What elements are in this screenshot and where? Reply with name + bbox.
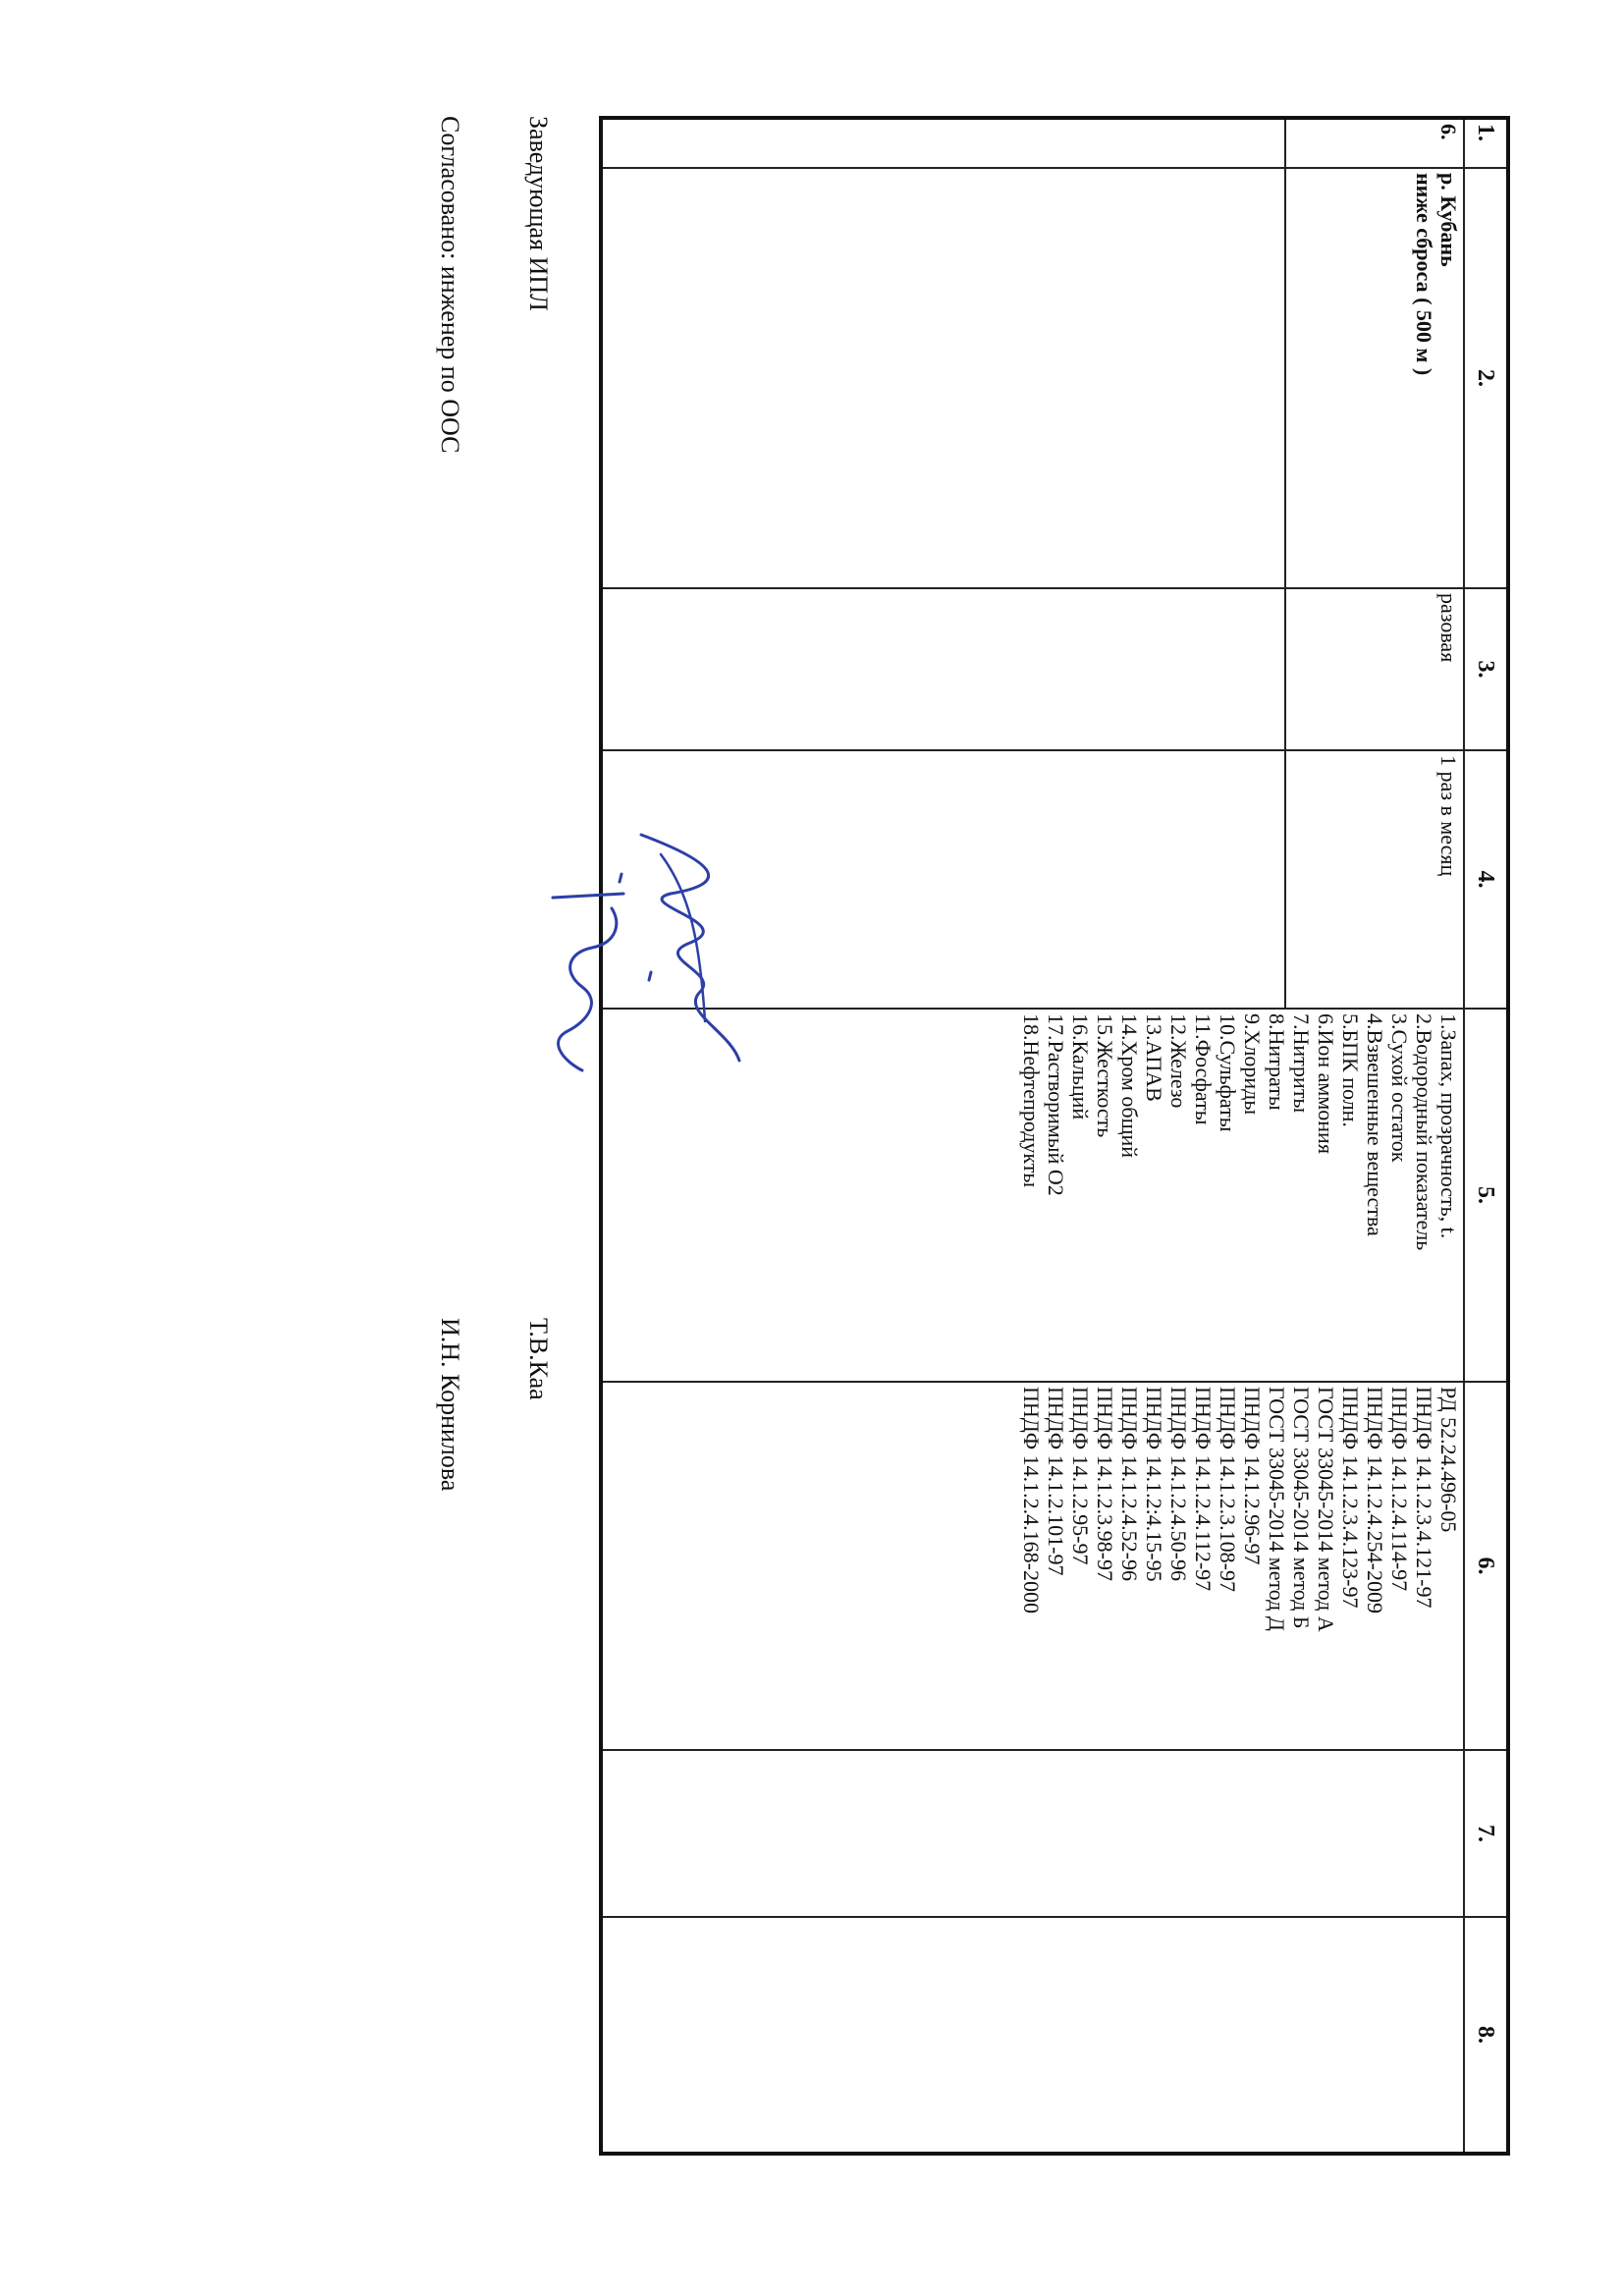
indicator-item: 3.Сухой остаток (1387, 1013, 1412, 1163)
table-row (1285, 118, 1464, 2154)
head-label: Заведующая ИПЛ (524, 116, 553, 311)
indicator-item: 8.Нитраты (1265, 1013, 1289, 1111)
method-item: ПНДФ 14.1.2.3.108-97 (1216, 1387, 1240, 1592)
method-item: ГОСТ 33045-2014 метод Б (1289, 1387, 1314, 1629)
indicator-item: 16.Кальций (1068, 1013, 1093, 1121)
header-col-4: 4. (1464, 750, 1508, 1009)
agreed-signature (533, 864, 641, 1080)
indicator-item: 7.Нитриты (1289, 1013, 1314, 1114)
indicator-item: 15.Жесткость (1093, 1013, 1117, 1138)
method-item: РД 52.24.496-05 (1436, 1387, 1461, 1533)
header-col-2: 2. (1464, 168, 1508, 588)
indicator-item: 4.Взвешенные вещества (1363, 1013, 1387, 1236)
indicator-item: 18.Нефтепродукты (1019, 1013, 1044, 1188)
head-name: Т.В.Каа (524, 1318, 553, 1400)
blank-cell-3 (601, 588, 1285, 750)
method-item: ПНДФ 14.1.2.95-97 (1068, 1387, 1093, 1565)
indicator-item: 11.Фосфаты (1191, 1013, 1216, 1125)
method-item: ПНДФ 14.1.2.4.114-97 (1387, 1387, 1412, 1592)
row-number: 6. (1285, 118, 1464, 168)
row-frequency: 1 раз в месяц (1285, 750, 1464, 1009)
location-river: р. Кубань (1436, 173, 1461, 267)
method-item: ГОСТ 33045-2014 метод Д (1265, 1387, 1289, 1631)
row-col-7 (601, 1750, 1464, 1917)
method-item: ПНДФ 14.1.2.101-97 (1044, 1387, 1068, 1576)
location-detail: ниже сброса ( 500 м ) (1412, 173, 1436, 376)
indicator-item: 12.Железо (1166, 1013, 1191, 1109)
indicator-item: 17.Растворимый О2 (1044, 1013, 1068, 1196)
indicator-item: 5.БПК полн. (1338, 1013, 1363, 1127)
header-col-3: 3. (1464, 588, 1508, 750)
method-item: ПНДФ 14.1.2.3.4.123-97 (1338, 1387, 1363, 1609)
indicator-item: 2.Водородный показатель (1412, 1013, 1436, 1251)
header-col-6: 6. (1464, 1382, 1508, 1750)
method-item: ПНДФ 14.1.2.4.112-97 (1191, 1387, 1216, 1592)
indicator-item: 13.АПАВ (1142, 1013, 1166, 1102)
method-item: ГОСТ 33045-2014 метод А (1314, 1387, 1338, 1632)
header-row (1464, 118, 1508, 2154)
method-list (1019, 1387, 1461, 1745)
row-sampling-type: разовая (1285, 588, 1464, 750)
row-methods (601, 1382, 1464, 1750)
method-item: ПНДФ 14.1.2.3.98-97 (1093, 1387, 1117, 1581)
agreed-name: И.Н. Корнилова (436, 1318, 464, 1492)
method-item: ПНДФ 14.1.2.3.4.121-97 (1412, 1387, 1436, 1609)
indicator-list (1019, 1013, 1461, 1377)
indicator-item: 6.Ион аммония (1314, 1013, 1338, 1154)
agreed-label: Согласовано: инженер по ООС (436, 116, 464, 454)
indicator-item: 1.Запах, прозрачность, t. (1436, 1013, 1461, 1239)
row-col-8 (601, 1917, 1464, 2154)
method-item: ПНДФ 14.1.2.4.50-96 (1166, 1387, 1191, 1581)
indicator-item: 10.Сульфаты (1216, 1013, 1240, 1132)
blank-cell-1 (601, 118, 1285, 168)
indicator-item: 14.Хром общий (1117, 1013, 1142, 1159)
row-location (1285, 168, 1464, 588)
method-item: ПНДФ 14.1.2.4.52-96 (1117, 1387, 1142, 1581)
blank-cell-2 (601, 168, 1285, 588)
method-item: ПНДФ 14.1.2.4.254-2009 (1363, 1387, 1387, 1613)
header-col-5: 5. (1464, 1009, 1508, 1382)
method-item: ПНДФ 14.1.2:4.15-95 (1142, 1387, 1166, 1582)
method-item: ПНДФ 14.1.2.96-97 (1240, 1387, 1265, 1565)
header-col-7: 7. (1464, 1750, 1508, 1917)
method-item: ПНДФ 14.1.2.4.168-2000 (1019, 1387, 1044, 1613)
indicator-item: 9.Хлориды (1240, 1013, 1265, 1116)
header-col-8: 8. (1464, 1917, 1508, 2154)
header-col-1: 1. (1464, 118, 1508, 168)
monitoring-table (599, 116, 1510, 2156)
